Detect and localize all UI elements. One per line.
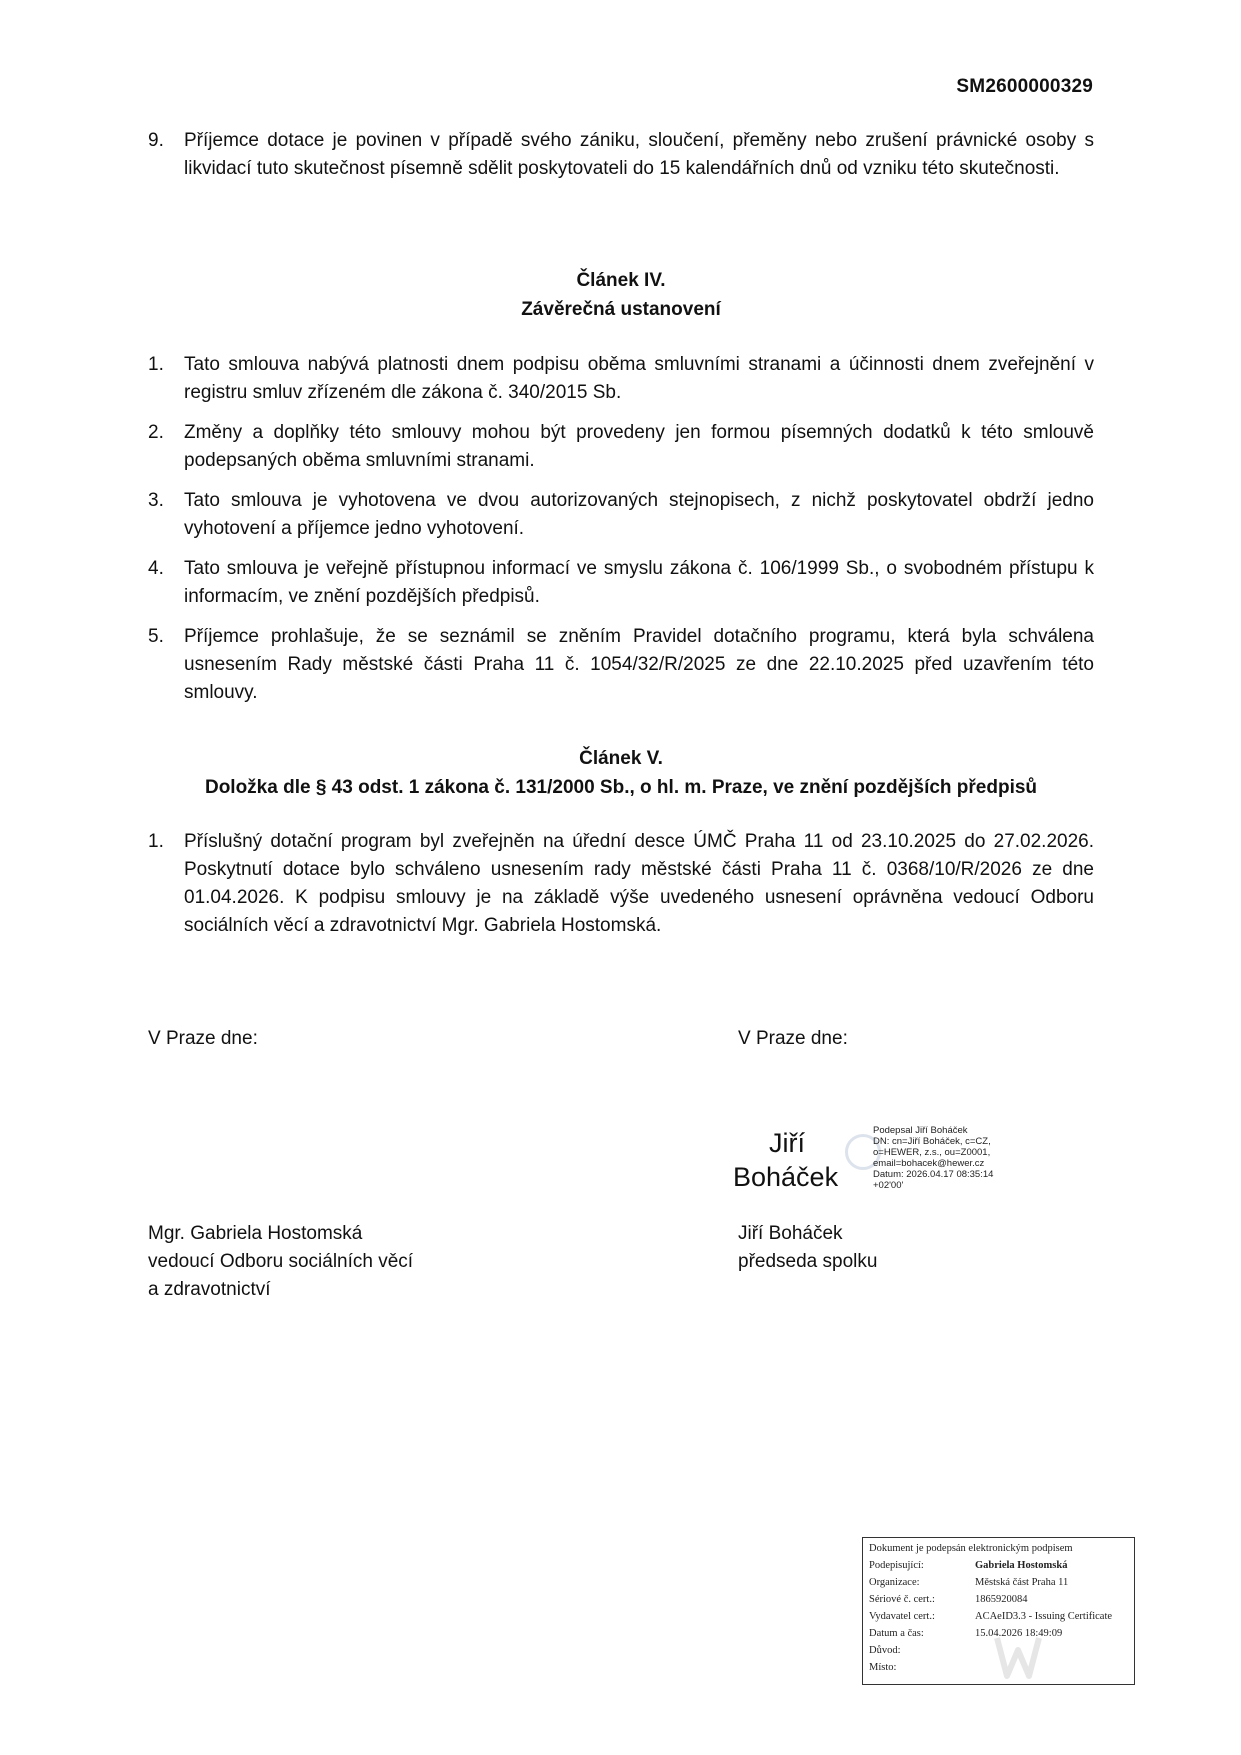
esig-last-name: Boháček bbox=[733, 1162, 839, 1192]
stamp-key: Datum a čas: bbox=[869, 1628, 924, 1639]
stamp-title: Dokument je podepsán elektronickým podpisem bbox=[869, 1543, 1073, 1554]
item-number: 1. bbox=[148, 831, 164, 852]
stamp-value: 15.04.2026 18:49:09 bbox=[975, 1628, 1063, 1639]
stamp-value: Městská část Praha 11 bbox=[975, 1577, 1069, 1588]
esig-details bbox=[873, 1125, 993, 1191]
item-text: Tato smlouva je veřejně přístupnou informací ve smyslu zákona č. 106/1999 Sb., o svobodném přístupu k informacím, ve znění pozdějších předpisů. bbox=[184, 558, 1094, 607]
item-text: Změny a doplňky této smlouvy mohou být provedeny jen formou písemných dodatků k této smlouvě podepsaných oběma smluvními stranami. bbox=[184, 422, 1094, 471]
item-number: 1. bbox=[148, 354, 164, 375]
esig-line: Datum: 2026.04.17 08:35:14 bbox=[873, 1169, 994, 1180]
left-signatory bbox=[148, 1220, 413, 1304]
stamp-value: ACAeID3.3 - Issuing Certificate bbox=[975, 1611, 1113, 1622]
item-text: Tato smlouva je vyhotovena ve dvou autorizovaných stejnopisech, z nichž poskytovatel obdrží jedno vyhotovení a příjemce jedno vyhotovení. bbox=[184, 490, 1094, 539]
article-subtitle: Závěrečná ustanovení bbox=[521, 299, 721, 320]
stamp-key: Organizace: bbox=[869, 1577, 920, 1588]
right-signatory bbox=[738, 1220, 877, 1276]
esig-line: Podepsal Jiří Boháček bbox=[873, 1125, 968, 1136]
esig-first-name: Jiří bbox=[769, 1128, 805, 1158]
stamp-key: Důvod: bbox=[869, 1645, 901, 1656]
article-subtitle: Doložka dle § 43 odst. 1 zákona č. 131/2000 Sb., o hl. m. Praze, ve znění pozdějších předpisů bbox=[204, 777, 1038, 798]
list-item bbox=[148, 555, 1094, 611]
item-text: Příjemce prohlašuje, že se seznámil se zněním Pravidel dotačního programu, která byla schválena usnesením Rady městské části Praha 11 č. 1054/32/R/2025 ze dne 22.10.2025 před uzavřením této smlouvy. bbox=[184, 626, 1094, 703]
stamp-key: Vydavatel cert.: bbox=[869, 1611, 935, 1622]
list-item bbox=[148, 623, 1094, 707]
esig-line: DN: cn=Jiří Boháček, c=CZ, bbox=[873, 1136, 991, 1147]
document-id: SM2600000329 bbox=[956, 76, 1093, 97]
stamp-key: Podepisující: bbox=[869, 1560, 924, 1571]
esig-line: o=HEWER, z.s., ou=Z0001, bbox=[873, 1147, 991, 1158]
item-text: Tato smlouva nabývá platnosti dnem podpisu oběma smluvními stranami a účinnosti dnem zveřejnění v registru smluv zřízeném dle zákona č. 340/2015 Sb. bbox=[184, 354, 1094, 403]
article-4-list bbox=[148, 351, 1094, 719]
left-place-date: V Praze dne: bbox=[148, 1028, 258, 1049]
signatory-name: Mgr. Gabriela Hostomská bbox=[148, 1223, 363, 1244]
item-number: 4. bbox=[148, 558, 164, 579]
list-item bbox=[148, 487, 1094, 543]
item-text: Příjemce dotace je povinen v případě svého zániku, sloučení, přeměny nebo zrušení právnické osoby s likvidací tuto skutečnost písemně sdělit poskytovateli do 15 kalendářních dnů od vzniku této skutečnosti. bbox=[184, 130, 1094, 179]
list-item bbox=[148, 828, 1094, 940]
stamp-value: Gabriela Hostomská bbox=[975, 1560, 1068, 1571]
article-5-list bbox=[148, 828, 1094, 952]
e-signature-stamp bbox=[862, 1537, 1135, 1685]
item-number: 3. bbox=[148, 490, 164, 511]
stamp-key: Sériové č. cert.: bbox=[869, 1594, 935, 1605]
article-title: Článek V. bbox=[579, 748, 663, 769]
item-text: Příslušný dotační program byl zveřejněn na úřední desce ÚMČ Praha 11 od 23.10.2025 do 27.02.2026. Poskytnutí dotace bylo schváleno usnesením rady městské části Praha 11 č. 0368/10/R/2026 ze dne 01.04.2026. K podpisu smlouvy je na základě výše uvedeného usnesení oprávněna vedoucí Odboru sociálních věcí a zdravotnictví Mgr. Gabriela Hostomská. bbox=[184, 831, 1094, 936]
intro-list bbox=[148, 127, 1094, 195]
esig-line: email=bohacek@hewer.cz bbox=[873, 1158, 985, 1169]
item-number: 9. bbox=[148, 130, 164, 151]
signatory-role: vedoucí Odboru sociálních věcí bbox=[148, 1251, 414, 1272]
article-4-heading bbox=[148, 266, 1094, 324]
list-item bbox=[148, 351, 1094, 407]
signatory-name: Jiří Boháček bbox=[738, 1223, 843, 1244]
electronic-signature-bohacek bbox=[733, 1122, 1033, 1202]
stamp-value: 1865920084 bbox=[975, 1594, 1028, 1605]
stamp-watermark-icon bbox=[993, 1634, 1043, 1680]
esig-line: +02'00' bbox=[873, 1180, 904, 1191]
article-5-heading bbox=[148, 744, 1094, 802]
item-number: 5. bbox=[148, 626, 164, 647]
right-place-date: V Praze dne: bbox=[738, 1028, 848, 1049]
list-item bbox=[148, 419, 1094, 475]
stamp-key: Místo: bbox=[869, 1662, 897, 1673]
signatory-role: a zdravotnictví bbox=[148, 1279, 271, 1300]
item-number: 2. bbox=[148, 422, 164, 443]
list-item bbox=[148, 127, 1094, 183]
article-title: Článek IV. bbox=[576, 270, 666, 291]
signatory-role: předseda spolku bbox=[738, 1251, 878, 1272]
